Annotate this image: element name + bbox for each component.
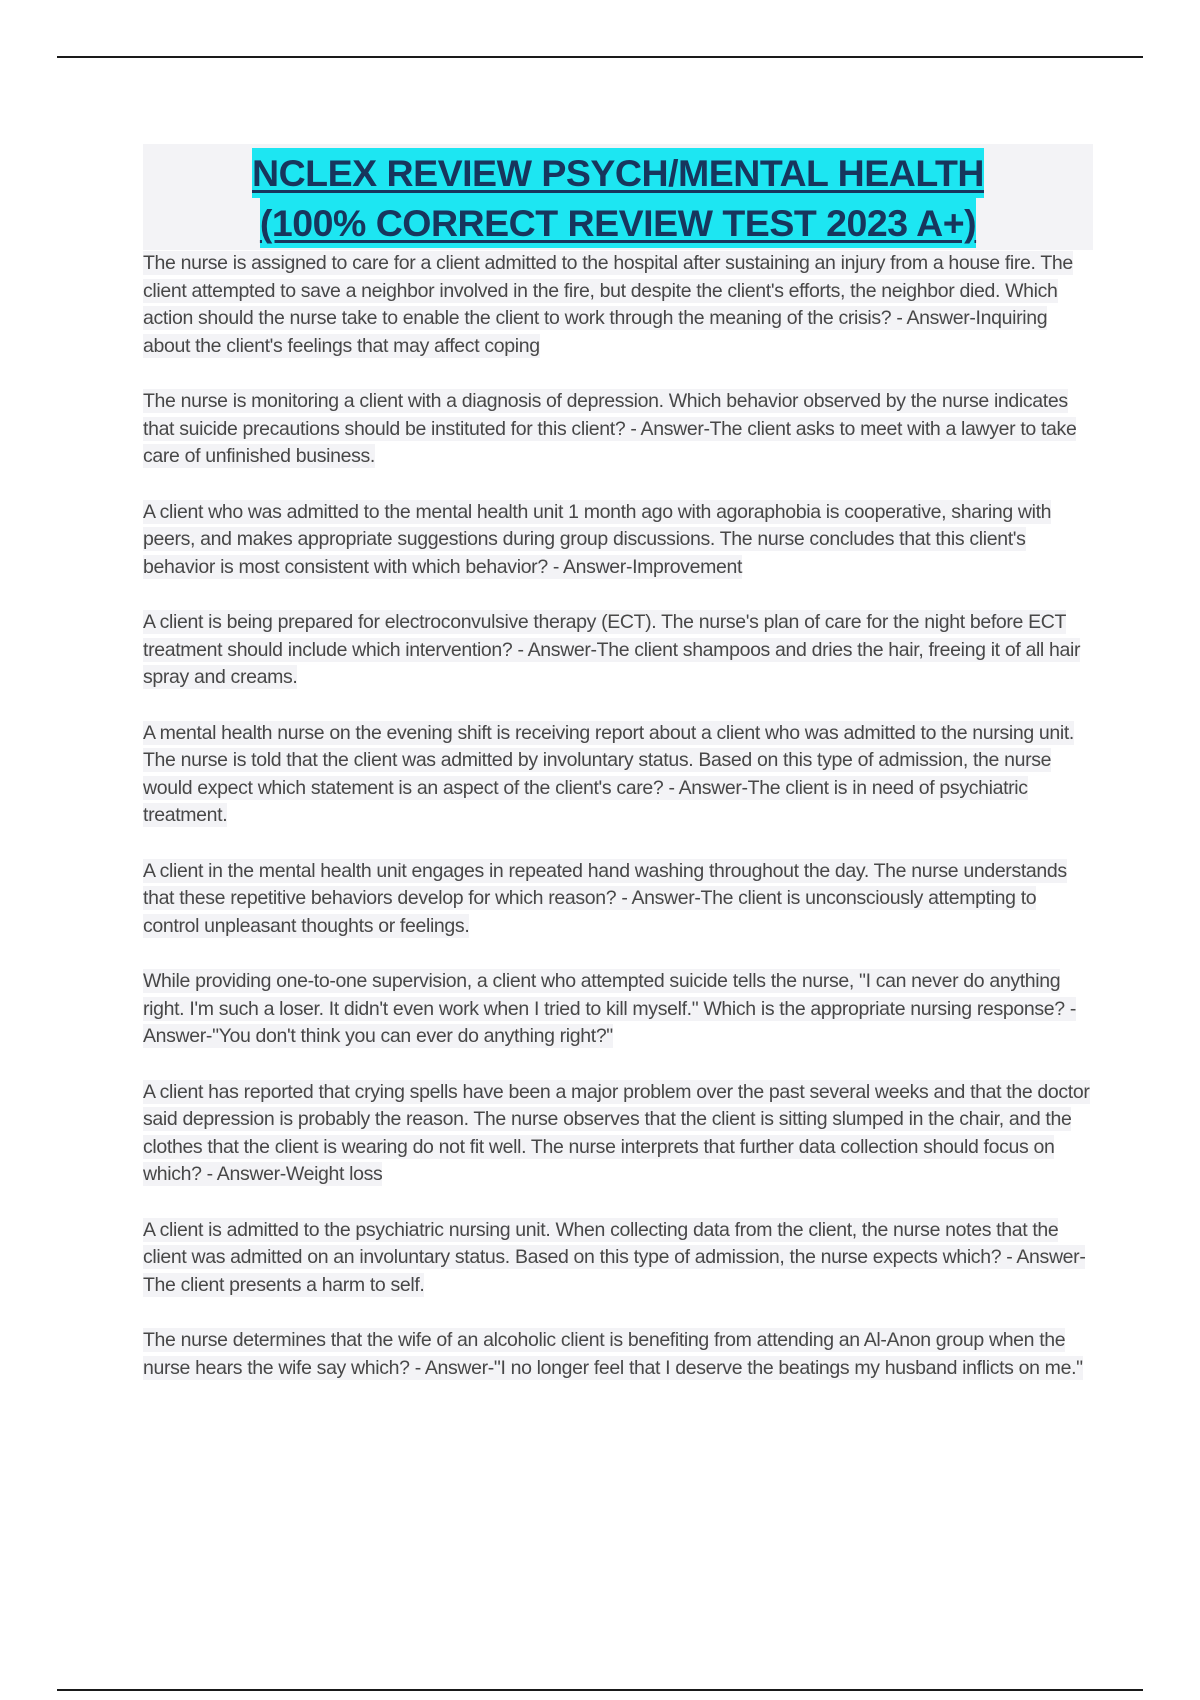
qa-entry bbox=[143, 968, 1093, 1051]
qa-entry bbox=[143, 388, 1093, 471]
qa-entry bbox=[143, 250, 1093, 360]
document-title bbox=[143, 144, 1093, 250]
title-line-1: NCLEX REVIEW PSYCH/MENTAL HEALTH bbox=[252, 148, 984, 198]
top-rule bbox=[57, 56, 1143, 58]
qa-entry-text: A client is admitted to the psychiatric nursing unit. When collecting data from the client, the nurse notes that the client was admitted on an involuntary status. Based on this type of admission, the nurse expects which? - Answer-The client presents a harm to self. bbox=[143, 1218, 1086, 1296]
title-line-2: (100% CORRECT REVIEW TEST 2023 A+) bbox=[260, 198, 976, 248]
qa-entry-text: The nurse determines that the wife of an alcoholic client is benefiting from attending an Al-Anon group when the nurse hears the wife say which? - Answer-"I no longer feel that I deserve the beatings my husband inflicts on me." bbox=[143, 1329, 1083, 1379]
qa-entry bbox=[143, 499, 1093, 582]
qa-entry-text: The nurse is assigned to care for a client admitted to the hospital after sustaining an injury from a house fire. The client attempted to save a neighbor involved in the fire, but despite the client's efforts, the neighbor died. Which action should the nurse take to enable the client to work through the meaning of the crisis? - Answer-Inquiring about the client's feelings that may affect coping bbox=[143, 252, 1073, 357]
qa-entry-text: A mental health nurse on the evening shift is receiving report about a client who was admitted to the nursing unit. The nurse is told that the client was admitted by involuntary status. Based on this type of admission, the nurse would expect which statement is an aspect of the client's care? - Answer-The client is in need of psychiatric treatment. bbox=[143, 721, 1074, 826]
document-body bbox=[143, 144, 1093, 1410]
qa-entry bbox=[143, 609, 1093, 692]
qa-entry bbox=[143, 720, 1093, 830]
qa-entry-text: While providing one-to-one supervision, a client who attempted suicide tells the nurse, "I can never do anything right. I'm such a loser. It didn't even work when I tried to kill myself." Which is the appropriate nursing response? - Answer-"You don't think you can ever do anything right?" bbox=[143, 970, 1076, 1047]
qa-entry bbox=[143, 858, 1093, 941]
qa-entry-text: A client who was admitted to the mental health unit 1 month ago with agoraphobia is cooperative, sharing with peers, and makes appropriate suggestions during group discussions. The nurse concludes that this client's behavior is most consistent with which behavior? - Answer-Improvement bbox=[143, 500, 1052, 578]
qa-entry bbox=[143, 1217, 1093, 1300]
qa-entry-text: The nurse is monitoring a client with a diagnosis of depression. Which behavior observed by the nurse indicates that suicide precautions should be instituted for this client? - Answer-The client asks to meet with a lawyer to take care of unfinished business. bbox=[143, 390, 1077, 467]
qa-entry-text: A client is being prepared for electroconvulsive therapy (ECT). The nurse's plan of care for the night before ECT treatment should include which intervention? - Answer-The client shampoos and dries the hair, freeing it of all hair spray and creams. bbox=[143, 611, 1081, 688]
qa-entry bbox=[143, 1327, 1093, 1382]
bottom-rule bbox=[57, 1689, 1143, 1691]
qa-entry-text: A client has reported that crying spells have been a major problem over the past several weeks and that the doctor said depression is probably the reason. The nurse observes that the client is sitting slumped in the chair, and the clothes that the client is wearing do not fit well. The nurse interprets that further data collection should focus on which? - Answer-Weight loss bbox=[143, 1080, 1090, 1185]
qa-entry-text: A client in the mental health unit engages in repeated hand washing throughout the day. The nurse understands that these repetitive behaviors develop for which reason? - Answer-The client is unconsciously attempting to control unpleasant thoughts or feelings. bbox=[143, 859, 1067, 937]
qa-entry bbox=[143, 1079, 1093, 1189]
